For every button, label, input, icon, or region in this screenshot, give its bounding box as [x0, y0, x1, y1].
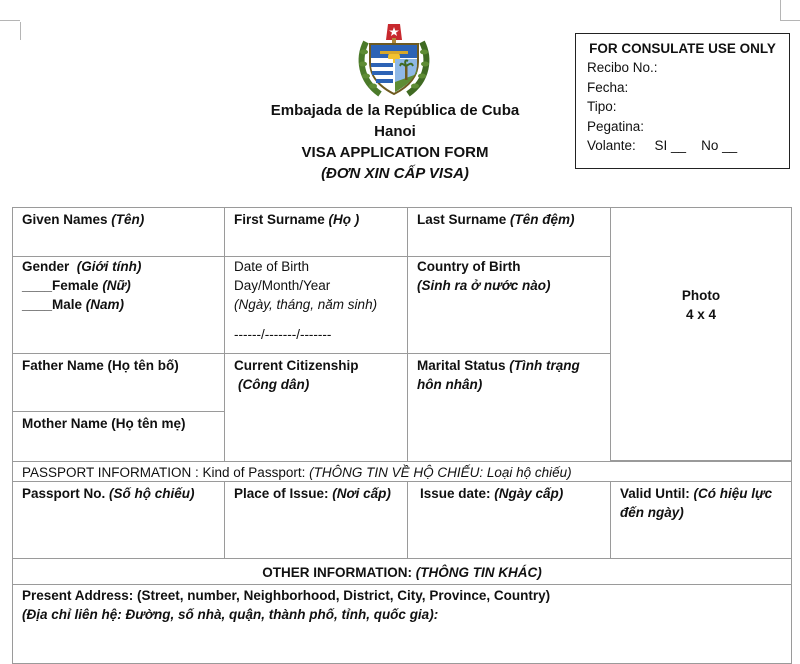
- country-of-birth-cell[interactable]: [407, 256, 611, 354]
- photo-cell[interactable]: [610, 207, 792, 461]
- passport-info-label: PASSPORT INFORMATION : Kind of Passport:: [22, 465, 310, 480]
- present-address-label-vi: (Địa chỉ liên hệ: Đường, số nhà, quận, thành phố, tỉnh, quốc gia):: [22, 607, 439, 622]
- tipo-field[interactable]: Tipo:: [587, 99, 617, 114]
- present-address-label: Present Address: (Street, number, Neighborhood, District, City, Province, Country): [22, 588, 551, 603]
- gender-label: Gender: [22, 259, 77, 274]
- passport-no-label-vi: (Số hộ chiếu): [109, 486, 195, 501]
- dob-format-label: Day/Month/Year: [234, 278, 331, 293]
- pegatina-field[interactable]: Pegatina:: [587, 118, 645, 134]
- valid-until-cell[interactable]: [610, 481, 792, 559]
- volante-field[interactable]: Volante: SI __ No __: [587, 138, 738, 153]
- citizenship-label: Current Citizenship: [234, 358, 359, 373]
- place-of-issue-label: Place of Issue:: [234, 486, 333, 501]
- last-surname-cell[interactable]: [407, 207, 611, 257]
- crop-mark-top-left: [0, 22, 21, 40]
- place-of-issue-label-vi: (Nơi cấp): [332, 486, 391, 501]
- country-of-birth-label: Country of Birth: [417, 259, 521, 274]
- form-title: VISA APPLICATION FORM: [301, 144, 489, 161]
- passport-info-label-vi: (THÔNG TIN VỀ HỘ CHIẾU: Loại hộ chiếu): [309, 465, 572, 480]
- first-surname-cell[interactable]: [224, 207, 408, 257]
- marital-status-label-vi: (Tình trạng hôn nhân): [417, 358, 580, 392]
- female-label-vi: (Nữ): [102, 278, 131, 293]
- passport-info-row[interactable]: [12, 461, 792, 482]
- female-option[interactable]: [22, 276, 215, 295]
- place-of-issue-cell[interactable]: [224, 481, 408, 559]
- first-surname-label: First Surname: [234, 212, 329, 227]
- mother-name-cell[interactable]: [12, 411, 225, 462]
- recibo-field[interactable]: Recibo No.:: [587, 60, 658, 75]
- application-form-table: [12, 207, 792, 658]
- country-of-birth-label-vi: (Sinh ra ở nước nào): [417, 278, 551, 293]
- dob-label-vi: (Ngày, tháng, năm sinh): [234, 297, 378, 312]
- passport-no-cell[interactable]: [12, 481, 225, 559]
- other-info-label-vi: (THÔNG TIN KHÁC): [415, 565, 542, 580]
- present-address-cell[interactable]: [12, 584, 792, 664]
- male-label-vi: (Nam): [85, 297, 125, 312]
- form-title-vietnamese: (ĐƠN XIN CẤP VISA): [321, 165, 469, 182]
- given-names-label-vi: (Tên): [111, 212, 145, 227]
- issue-date-label: Issue date:: [420, 486, 495, 501]
- dob-label: Date of Birth: [234, 259, 310, 274]
- father-name-label: Father Name (Họ tên bố): [22, 358, 179, 373]
- consulate-use-box: [575, 33, 790, 169]
- marital-status-label: Marital Status: [417, 358, 510, 373]
- female-label: ____Female: [22, 278, 103, 293]
- embassy-city: Hanoi: [374, 123, 416, 140]
- other-info-label: OTHER INFORMATION:: [262, 565, 416, 580]
- gender-label-vi: (Giới tính): [76, 259, 142, 274]
- passport-no-label: Passport No.: [22, 486, 110, 501]
- form-header: [230, 100, 560, 184]
- photo-label: Photo: [681, 288, 721, 303]
- valid-until-label: Valid Until:: [620, 486, 694, 501]
- father-name-cell[interactable]: [12, 353, 225, 412]
- consulate-box-title: FOR CONSULATE USE ONLY: [589, 41, 776, 56]
- male-option[interactable]: [22, 295, 215, 314]
- marital-status-cell[interactable]: [407, 353, 611, 462]
- valid-until-label-vi: (Có hiệu lực đến ngày): [620, 486, 773, 520]
- photo-size-label: 4 x 4: [685, 307, 717, 322]
- date-of-birth-cell[interactable]: [224, 256, 408, 354]
- crop-mark-top-left-h: [0, 20, 20, 21]
- male-label: ____Male: [22, 297, 86, 312]
- issue-date-cell[interactable]: [407, 481, 611, 559]
- given-names-label: Given Names: [22, 212, 112, 227]
- issue-date-label-vi: (Ngày cấp): [494, 486, 564, 501]
- crop-mark-top-right-h: [780, 20, 800, 21]
- citizenship-label-vi: (Công dân): [238, 377, 310, 392]
- fecha-field[interactable]: Fecha:: [587, 79, 629, 95]
- first-surname-label-vi: (Họ ): [328, 212, 360, 227]
- given-names-cell[interactable]: [12, 207, 225, 257]
- cuba-coat-of-arms-emblem: [356, 18, 432, 98]
- last-surname-label: Last Surname: [417, 212, 511, 227]
- mother-name-label: Mother Name (Họ tên mẹ): [22, 416, 186, 431]
- embassy-name: Embajada de la República de Cuba: [270, 102, 520, 119]
- gender-cell: [12, 256, 225, 354]
- other-info-row: [12, 558, 792, 585]
- crop-mark-top-right: [780, 0, 781, 20]
- dob-blank-field[interactable]: ------/-------/-------: [234, 327, 332, 342]
- citizenship-cell[interactable]: [224, 353, 408, 462]
- last-surname-label-vi: (Tên đệm): [510, 212, 575, 227]
